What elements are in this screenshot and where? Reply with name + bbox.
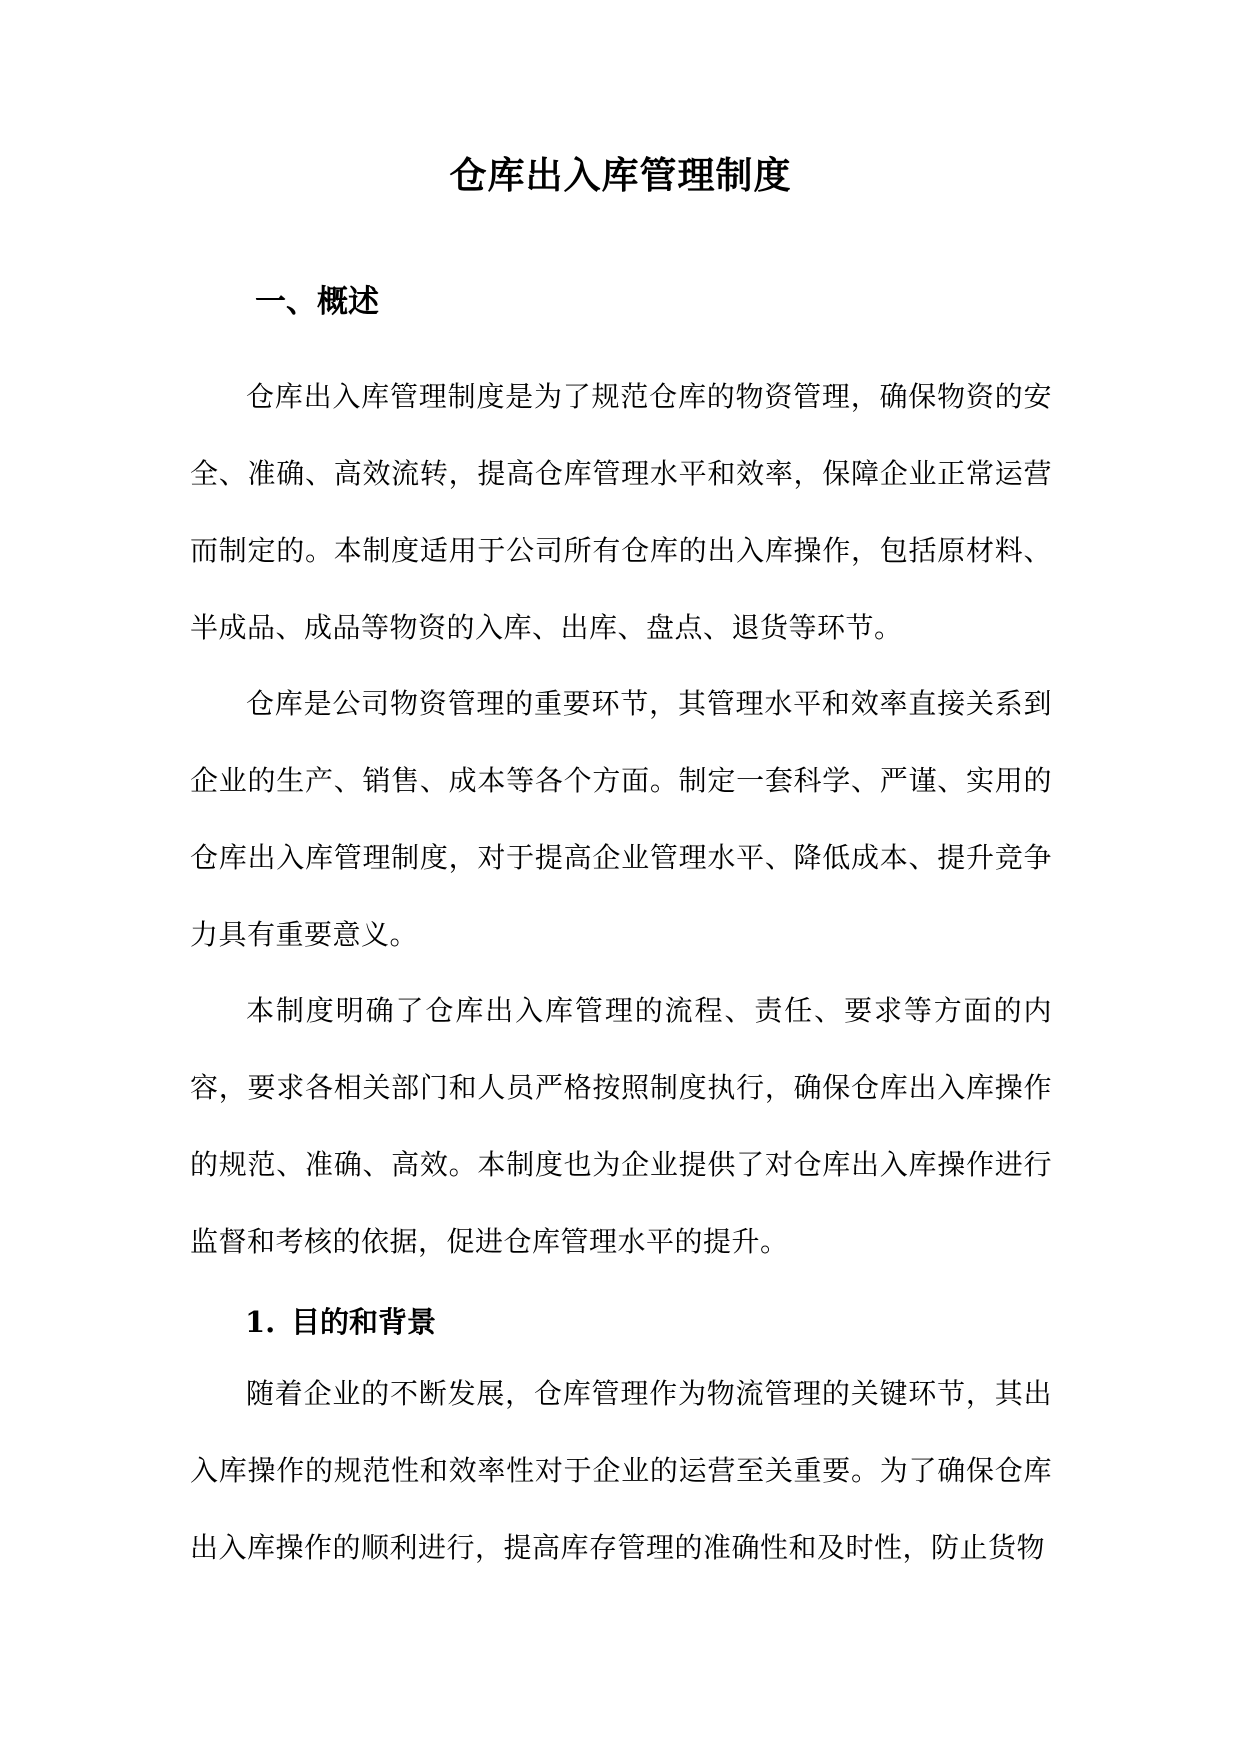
purpose-paragraph-1: 随着企业的不断发展，仓库管理作为物流管理的关键环节，其出入库操作的规范性和效率性对于企业的运营至关重要。为了确保仓库出入库操作的顺利进行，提高库存管理的准确性和及时性，防止货物 — [190, 1377, 1052, 1564]
overview-paragraph-2: 仓库是公司物资管理的重要环节，其管理水平和效率直接关系到企业的生产、销售、成本等各个方面。制定一套科学、严谨、实用的仓库出入库管理制度，对于提高企业管理水平、降低成本、提升竞争力具有重要意义。 — [190, 687, 1052, 951]
subsection-number: 1. — [245, 1305, 276, 1339]
overview-paragraph-3: 本制度明确了仓库出入库管理的流程、责任、要求等方面的内容，要求各相关部门和人员严格按照制度执行，确保仓库出入库操作的规范、准确、高效。本制度也为企业提供了对仓库出入库操作进行监督和考核的依据，促进仓库管理水平的提升。 — [190, 994, 1052, 1258]
subsection-title: 目的和背景 — [291, 1305, 437, 1339]
subsection-heading-purpose — [245, 1300, 436, 1344]
document-title: 仓库出入库管理制度 — [449, 153, 792, 197]
section-heading-overview: 一、概述 — [255, 284, 379, 320]
overview-paragraph-1: 仓库出入库管理制度是为了规范仓库的物资管理，确保物资的安全、准确、高效流转，提高仓库管理水平和效率，保障企业正常运营而制定的。本制度适用于公司所有仓库的出入库操作，包括原材料、半成品、成品等物资的入库、出库、盘点、退货等环节。 — [190, 380, 1052, 644]
